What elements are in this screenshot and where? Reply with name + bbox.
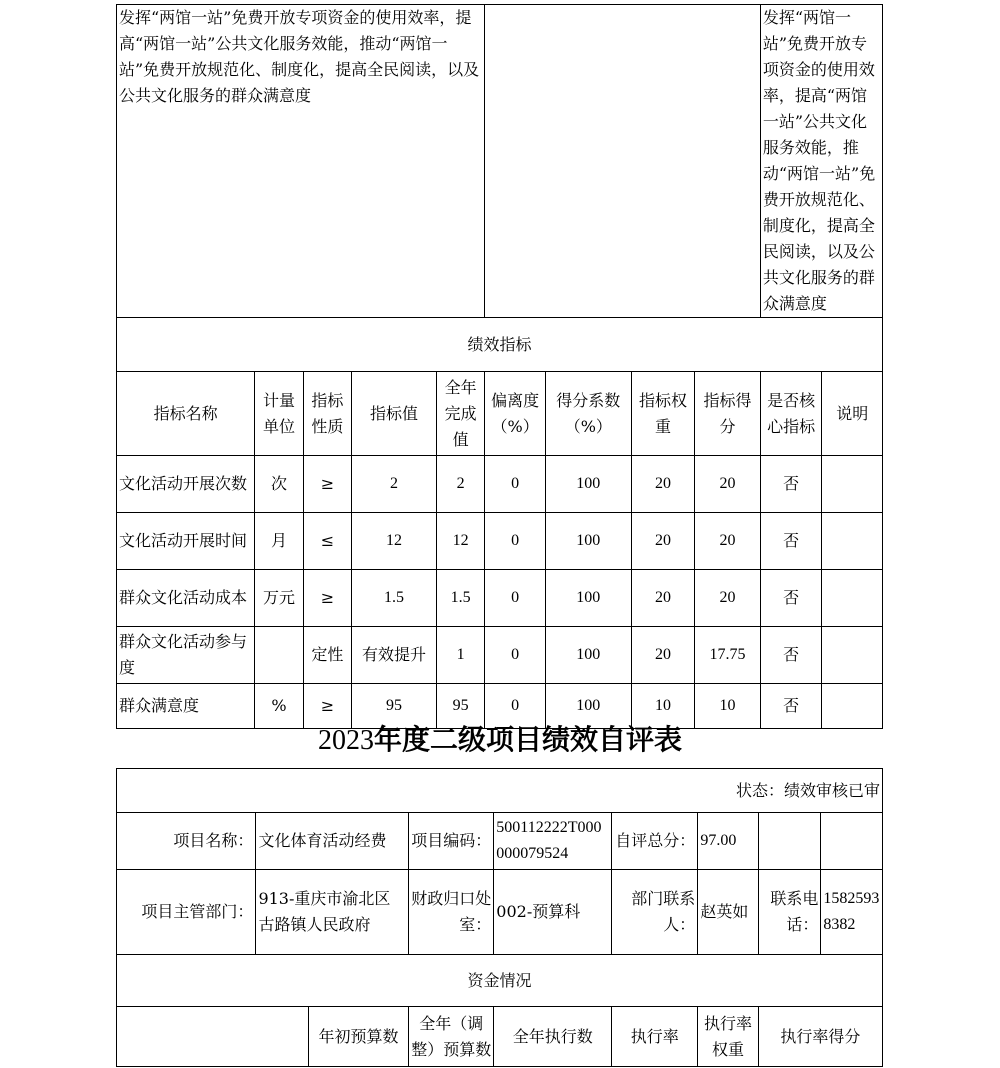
cell: 月 — [255, 513, 303, 570]
cell: 万元 — [255, 570, 303, 627]
cell — [822, 513, 883, 570]
cell: 0 — [485, 513, 546, 570]
cell: 20 — [631, 627, 695, 684]
cell: 100 — [545, 456, 631, 513]
col-header: 执行率权重 — [698, 1007, 758, 1067]
cell — [822, 456, 883, 513]
empty-cell — [821, 813, 883, 870]
cell: 17.75 — [695, 627, 761, 684]
cell: 20 — [631, 513, 695, 570]
cell — [822, 627, 883, 684]
cell: 文化活动开展时间 — [117, 513, 255, 570]
cell: 2 — [352, 456, 437, 513]
table-row — [117, 513, 883, 570]
finance: 002-预算科 — [494, 870, 612, 955]
col-header: 执行率得分 — [758, 1007, 882, 1067]
title-year: 2023 — [317, 725, 374, 756]
cell: 20 — [695, 513, 761, 570]
cell: 95 — [436, 684, 484, 729]
cell: 否 — [760, 684, 822, 729]
cell: 次 — [255, 456, 303, 513]
col-header: 指标值 — [352, 372, 437, 456]
cell: 20 — [695, 456, 761, 513]
cell: % — [255, 684, 303, 729]
cell: 有效提升 — [352, 627, 437, 684]
goal-middle — [485, 5, 760, 318]
col-header: 是否核心指标 — [760, 372, 822, 456]
cell: ≥ — [303, 456, 351, 513]
cell: ≤ — [303, 513, 351, 570]
funds-heading: 资金情况 — [117, 955, 883, 1007]
col-header: 全年执行数 — [494, 1007, 612, 1067]
project-name: 文化体育活动经费 — [256, 813, 409, 870]
contact: 赵英如 — [698, 870, 758, 955]
project-code: 500112222T000000079524 — [494, 813, 612, 870]
cell: 10 — [631, 684, 695, 729]
empty-cell — [758, 813, 821, 870]
contact-label: 部门联系人： — [612, 870, 698, 955]
col-header — [117, 1007, 309, 1067]
self-score-label: 自评总分： — [612, 813, 698, 870]
cell: 20 — [695, 570, 761, 627]
performance-table — [116, 4, 883, 729]
cell: 0 — [485, 627, 546, 684]
title-text: 年度二级项目绩效自评表 — [373, 723, 682, 756]
dept: 913-重庆市渝北区古路镇人民政府 — [256, 870, 409, 955]
cell: 0 — [485, 684, 546, 729]
project-name-label: 项目名称： — [117, 813, 256, 870]
cell: 20 — [631, 456, 695, 513]
cell: 否 — [760, 513, 822, 570]
col-header: 全年完成值 — [436, 372, 484, 456]
col-header: 年初预算数 — [308, 1007, 408, 1067]
header-row — [117, 372, 883, 456]
col-header: 偏离度（%） — [485, 372, 546, 456]
cell: ≥ — [303, 684, 351, 729]
col-header: 指标得分 — [695, 372, 761, 456]
form-title — [0, 720, 1000, 761]
cell: 100 — [545, 684, 631, 729]
table-row — [117, 570, 883, 627]
cell: 100 — [545, 627, 631, 684]
cell: 12 — [352, 513, 437, 570]
cell: 20 — [631, 570, 695, 627]
cell: 否 — [760, 456, 822, 513]
col-header: 执行率 — [612, 1007, 698, 1067]
cell: 0 — [485, 456, 546, 513]
self-score: 97.00 — [698, 813, 758, 870]
cell: 1.5 — [352, 570, 437, 627]
cell: 95 — [352, 684, 437, 729]
cell: 100 — [545, 570, 631, 627]
col-header: 说明 — [822, 372, 883, 456]
cell: 否 — [760, 570, 822, 627]
cell: ≥ — [303, 570, 351, 627]
phone: 15825938382 — [821, 870, 883, 955]
col-header: 指标权重 — [631, 372, 695, 456]
cell — [255, 627, 303, 684]
col-header: 指标性质 — [303, 372, 351, 456]
col-header: 得分系数（%） — [545, 372, 631, 456]
goal-right: 发挥“两馆一站”免费开放专项资金的使用效率，提高“两馆一站”公共文化服务效能，推动“两馆一站”免费开放规范化、制度化，提高全民阅读，以及公共文化服务的群众满意度 — [760, 5, 882, 318]
phone-label: 联系电话： — [758, 870, 821, 955]
finance-label: 财政归口处室： — [409, 870, 494, 955]
col-header: 指标名称 — [117, 372, 255, 456]
performance-heading: 绩效指标 — [117, 318, 883, 372]
cell: 10 — [695, 684, 761, 729]
table-row — [117, 627, 883, 684]
dept-label: 项目主管部门： — [117, 870, 256, 955]
cell: 定性 — [303, 627, 351, 684]
cell: 12 — [436, 513, 484, 570]
goal-left: 发挥“两馆一站”免费开放专项资金的使用效率，提高“两馆一站”公共文化服务效能，推动“两馆一站”免费开放规范化、制度化，提高全民阅读，以及公共文化服务的群众满意度 — [117, 5, 485, 318]
project-code-label: 项目编码： — [409, 813, 494, 870]
cell: 文化活动开展次数 — [117, 456, 255, 513]
table-row — [117, 456, 883, 513]
cell: 群众文化活动参与度 — [117, 627, 255, 684]
cell: 群众满意度 — [117, 684, 255, 729]
cell: 100 — [545, 513, 631, 570]
cell — [822, 570, 883, 627]
cell: 2 — [436, 456, 484, 513]
col-header: 计量单位 — [255, 372, 303, 456]
col-header: 全年（调整）预算数 — [409, 1007, 494, 1067]
cell: 1.5 — [436, 570, 484, 627]
cell: 否 — [760, 627, 822, 684]
funds-header-row — [117, 1007, 883, 1067]
cell: 1 — [436, 627, 484, 684]
self-eval-form — [116, 768, 883, 1067]
status-text: 状态：绩效审核已审 — [117, 769, 883, 813]
cell: 群众文化活动成本 — [117, 570, 255, 627]
cell: 0 — [485, 570, 546, 627]
